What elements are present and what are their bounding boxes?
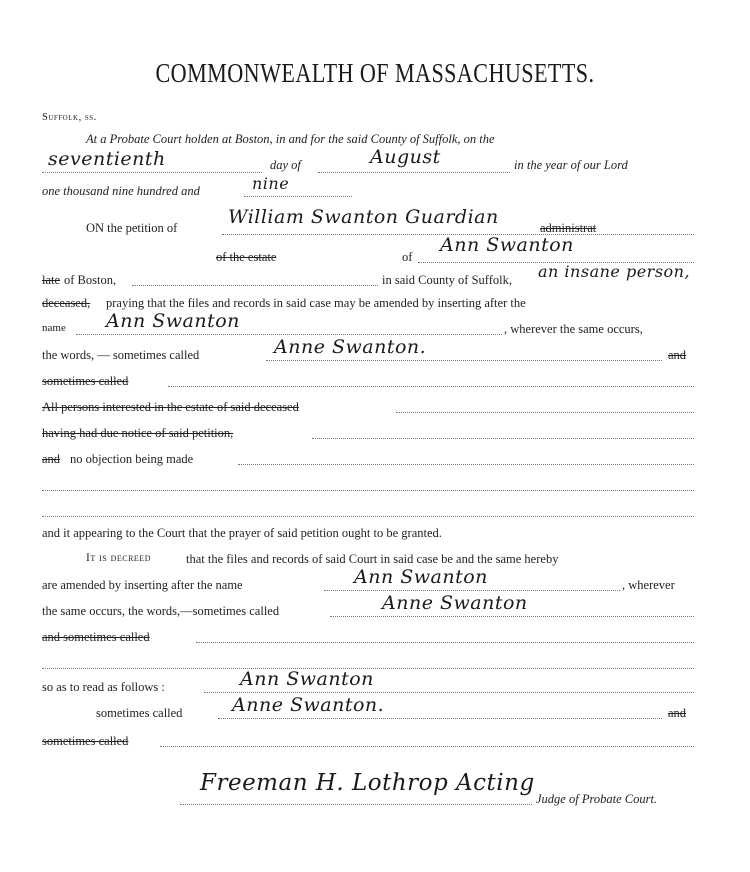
of-boston-label: of Boston, bbox=[64, 273, 117, 287]
hw-called2: Anne Swanton bbox=[382, 592, 528, 614]
day-blank bbox=[42, 172, 262, 173]
words-label: the words, — sometimes called bbox=[42, 348, 200, 362]
and3-label: and bbox=[668, 706, 687, 720]
hw-day: seventienth bbox=[48, 148, 166, 170]
called-blank bbox=[266, 360, 662, 361]
hw-signature: Freeman H. Lothrop Acting bbox=[200, 770, 535, 796]
same-occurs-text: the same occurs, the words,—sometimes called bbox=[42, 604, 280, 618]
all-persons-text: All persons interested in the estate of said deceased bbox=[42, 400, 299, 414]
name2-blank bbox=[324, 590, 620, 591]
administrat-label: administrat bbox=[540, 221, 597, 235]
appearing-text: and it appearing to the Court that the prayer of said petition ought to be granted. bbox=[42, 526, 442, 540]
name3-blank bbox=[204, 692, 694, 693]
of-label: of bbox=[402, 250, 413, 264]
wherever-text: , wherever the same occurs, bbox=[504, 322, 643, 336]
and2-label: and bbox=[42, 452, 61, 466]
boston-blank bbox=[132, 285, 378, 286]
persons-blank bbox=[396, 412, 694, 413]
year-blank bbox=[244, 196, 352, 197]
no-objection-text: no objection being made bbox=[70, 452, 194, 466]
wherever2-text: , wherever bbox=[622, 578, 675, 592]
having-notice-text: having had due notice of said petition, bbox=[42, 426, 234, 440]
and-sometimes-blank bbox=[196, 642, 694, 643]
and-label: and bbox=[668, 348, 687, 362]
in-county-label: in said County of Suffolk, bbox=[382, 273, 512, 287]
sometimes2-text: sometimes called bbox=[96, 706, 183, 720]
notice-blank bbox=[312, 438, 694, 439]
hw-called3: Anne Swanton. bbox=[232, 694, 385, 716]
name-blank bbox=[76, 334, 502, 335]
called3-blank bbox=[218, 718, 662, 719]
decree-text: that the files and records of said Court in said case be and the same hereby bbox=[186, 552, 559, 566]
hw-name2: Ann Swanton bbox=[354, 566, 488, 588]
hw-called1: Anne Swanton. bbox=[274, 336, 427, 358]
day-of-label: day of bbox=[270, 158, 301, 172]
hw-name1: Ann Swanton bbox=[106, 310, 240, 332]
amended-text: are amended by inserting after the name bbox=[42, 578, 243, 592]
judge-label: Judge of Probate Court. bbox=[536, 792, 658, 806]
petition-label: ON the petition of bbox=[86, 221, 178, 235]
hw-person: Ann Swanton bbox=[440, 234, 574, 256]
and-sometimes-text: and sometimes called bbox=[42, 630, 150, 644]
county-label: Suffolk, ss. bbox=[42, 112, 97, 123]
hw-year: nine bbox=[252, 174, 290, 193]
hw-month: August bbox=[370, 146, 441, 168]
praying-text: praying that the files and records in said case may be amended by inserting after the bbox=[106, 296, 526, 310]
name-label: name bbox=[42, 322, 66, 334]
deceased-label: deceased, bbox=[42, 296, 91, 310]
late-label: late bbox=[42, 273, 61, 287]
month-blank bbox=[318, 172, 510, 173]
sometimes-blank bbox=[168, 386, 694, 387]
document-title: COMMONWEALTH OF MASSACHUSETTS. bbox=[155, 58, 595, 88]
court-intro: At a Probate Court holden at Boston, in and for the said County of Suffolk, on the bbox=[86, 132, 495, 146]
signature-line bbox=[180, 804, 532, 805]
hw-name3: Ann Swanton bbox=[240, 668, 374, 690]
blank-line-1 bbox=[42, 490, 694, 491]
year-prefix: one thousand nine hundred and bbox=[42, 184, 200, 198]
decree-label: It is decreed bbox=[86, 552, 151, 564]
hw-petitioner: William Swanton Guardian bbox=[228, 206, 499, 228]
sometimes-called-label: sometimes called bbox=[42, 374, 129, 388]
hw-status: an insane person, bbox=[538, 262, 691, 281]
blank-line-2 bbox=[42, 516, 694, 517]
year-label: in the year of our Lord bbox=[514, 158, 628, 172]
called2-blank bbox=[330, 616, 694, 617]
so-as-text: so as to read as follows : bbox=[42, 680, 165, 694]
of-estate-label: of the estate bbox=[216, 250, 277, 264]
sometimes-called3-text: sometimes called bbox=[42, 734, 129, 748]
objection-blank bbox=[238, 464, 694, 465]
sometimes3-blank bbox=[160, 746, 694, 747]
